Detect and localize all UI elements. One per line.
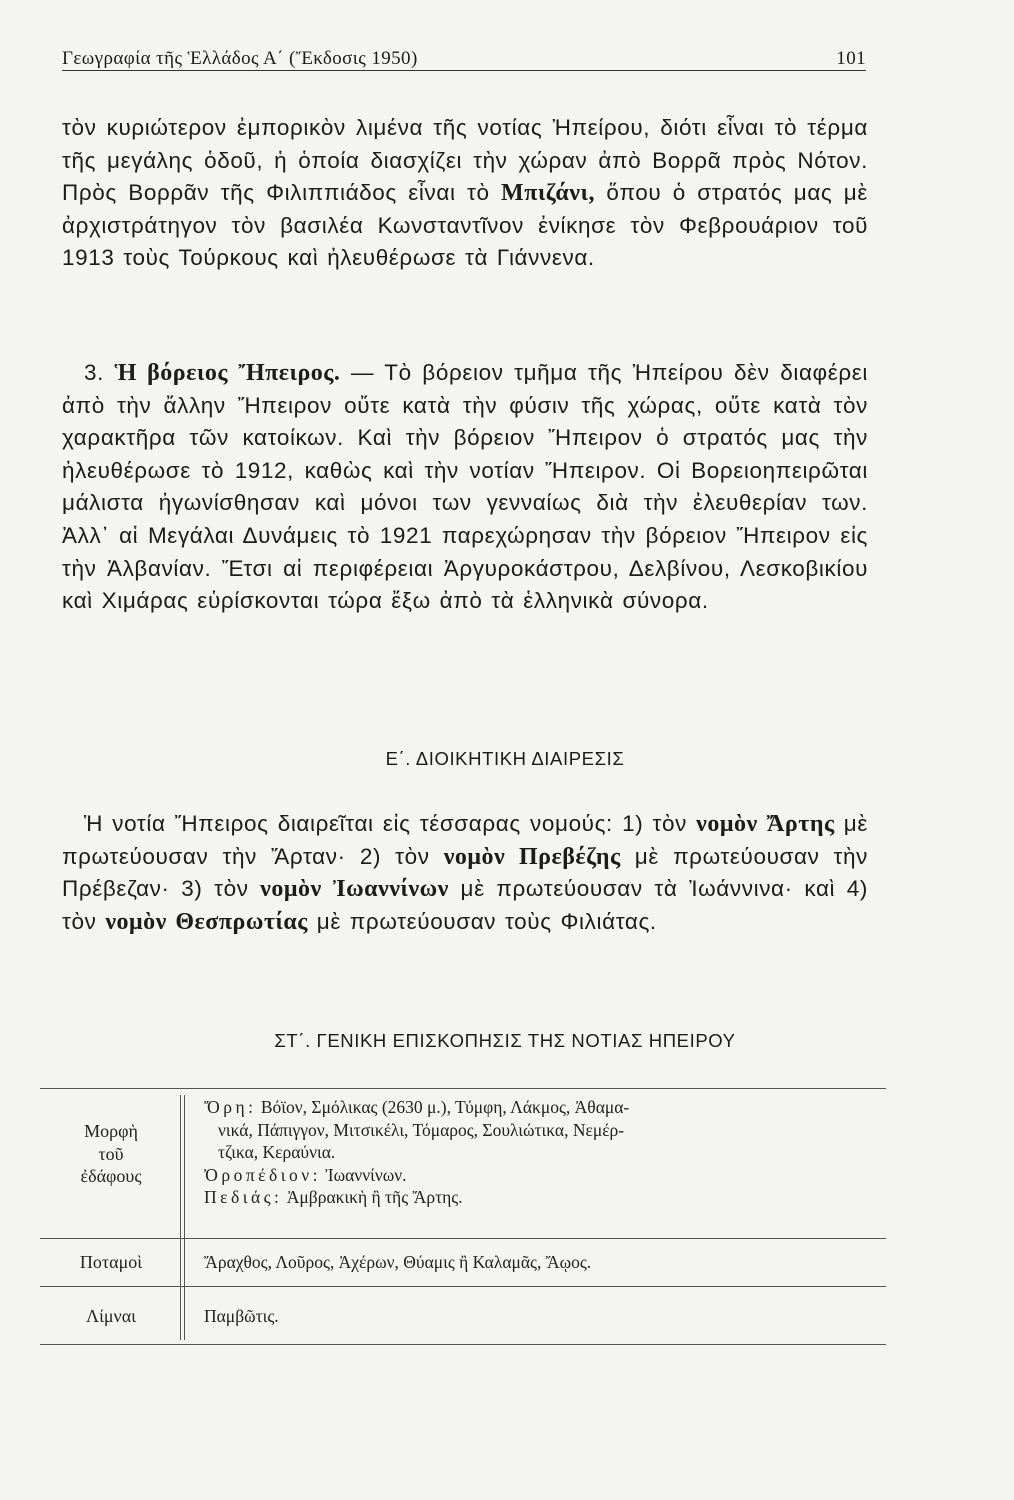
bold-term-arta: νομὸν Ἄρτης <box>696 811 835 837</box>
mountains-line <box>204 1096 874 1119</box>
label-line: τοῦ <box>98 1143 124 1164</box>
table-top-rule <box>40 1088 886 1089</box>
running-header <box>62 48 866 71</box>
paragraph-text: — Τὸ βόρειον τμῆμα τῆς Ἠπείρου δὲν διαφέρει ἀπὸ τὴν ἄλλην Ἤπειρον οὔτε κατὰ τὴν φύσιν τῆς χώρας, οὔτε κατὰ τὸν χαρακτῆρα τῶν κατοίκων. Καὶ τὴν βόρειον Ἤπειρον ὁ στρατός μας τὴν ἠλευθέρωσε τὸ 1912, καθὼς καὶ τὴν νοτίαν Ἤπειρον. Οἱ Βορειοηπειρῶται μάλιστα ἠγωνίσθησαν καὶ μόνοι των γενναίως διὰ τὴν ἐλευθερίαν των. Ἀλλ᾽ αἱ Μεγάλαι Δυνάμεις τὸ 1921 παρεχώρησαν τὴν βόρειον Ἤπειρον εἰς τὴν Ἀλβανίαν. Ἔτσι αἱ περιφέρειαι Ἀργυροκάστρου, Δελβίνου, Λεσκοβικίου καὶ Χιμάρας εὑρίσκονται τώρα ἔξω ἀπὸ τὰ ἑλληνικὰ σύνορα. <box>62 360 868 614</box>
section-title: Ἡ βόρειος Ἤπειρος. <box>114 360 341 386</box>
table-bottom-rule <box>40 1344 886 1345</box>
bold-term-thesprotia: νομὸν Θεσπρωτίας <box>105 908 308 935</box>
plain-value: Ἀμβρακικὴ ἢ τῆς Ἄρτης. <box>282 1187 463 1207</box>
rivers-value: Ἄραχθος, Λοῦρος, Ἀχέρων, Θύαμις ἢ Καλαμᾶς, Ἄῳος. <box>204 1252 592 1272</box>
paragraph-text: μὲ πρωτεύουσαν τὰ Ἰωάννινα· καὶ 4) τὸν <box>62 876 868 934</box>
paragraph-northern-epirus <box>62 357 868 618</box>
table-column-rule <box>180 1095 181 1340</box>
plateau-value: Ἰωαννίνων. <box>321 1164 407 1185</box>
heading-administrative-division: Ε΄. ΔΙΟΙΚΗΤΙΚΗ ΔΙΑΙΡΕΣΙΣ <box>385 748 625 769</box>
label-mountains: Ὄρη: <box>204 1097 257 1117</box>
label-line: ἐδάφους <box>80 1166 142 1186</box>
mountains-list: Βόϊον, Σμόλικας (2630 μ.), Τύμφη, Λάκμος, Ἀθαμα- <box>256 1097 630 1117</box>
paragraph-text: τὸν κυριώτερον ἐμπορικὸν λιμένα τῆς νοτίας Ἠπείρου, διότι εἶναι τὸ τέρμα τῆς μεγάλης ὁδοῦ, ἡ ὁποία διασχίζει τὴν χώραν ἀπὸ Βορρᾶ πρὸς Νότον. Πρὸς Βορρᾶν τῆς Φιλιππιάδος εἶναι τὸ <box>62 115 868 206</box>
plateau-line <box>204 1164 874 1187</box>
mountains-list: τζικα, Κεραύνια. <box>218 1142 336 1162</box>
paragraph-prefectures <box>62 808 868 938</box>
mountains-list: νικά, Πάπιγγον, Μιτσικέλι, Τόμαρος, Σουλιώτικα, Νεμέρ- <box>218 1119 625 1140</box>
label-plain: Πεδιάς: <box>204 1187 283 1207</box>
row-label-lakes: Λίμναι <box>86 1306 136 1326</box>
table-row-rule <box>40 1238 886 1239</box>
paragraph-text: μὲ πρωτεύουσαν τὴν Ἄρταν· 2) τὸν <box>62 811 868 869</box>
bold-term-bizani: Μπιζάνι, <box>501 180 595 207</box>
row-label-terrain <box>46 1120 176 1188</box>
label-plateau: Ὀροπέδιον: <box>204 1164 321 1185</box>
table-row-rule <box>40 1286 886 1287</box>
page-number: 101 <box>836 48 866 69</box>
heading-general-overview: ΣΤ΄. ΓΕΝΙΚΗ ΕΠΙΣΚΟΠΗΣΙΣ ΤΗΣ ΝΟΤΙΑΣ ΗΠΕΙΡΟΥ <box>274 1030 736 1051</box>
paragraph-text: Ἡ νοτία Ἤπειρος διαιρεῖται εἰς τέσσαρας νομούς: 1) τὸν <box>84 811 697 836</box>
label-line: Μορφὴ <box>84 1121 138 1141</box>
paragraph-text: ὅπου ὁ στρατός μας μὲ ἀρχιστράτηγον τὸν βασιλέα Κωνσταντῖνον ἐνίκησε τὸν Φεβρουάριον τοῦ 1913 τοὺς Τούρκους καὶ ἠλευθέρωσε τὰ Γιάννενα. <box>62 180 868 271</box>
paragraph-filippiada <box>62 112 868 275</box>
paragraph-text: μὲ πρωτεύουσαν τὴν Πρέβεζαν· 3) τὸν <box>62 843 868 902</box>
bold-term-ioannina: νομὸν Ἰωαννίνων <box>260 876 449 903</box>
lakes-value: Παμβῶτις. <box>204 1306 279 1326</box>
plain-line <box>204 1186 874 1209</box>
bold-term-preveza: νομὸν Πρεβέζης <box>443 843 621 870</box>
terrain-details <box>204 1096 874 1209</box>
header-title: Γεωγραφία τῆς Ἑλλάδος Α΄ (Ἔκδοσις 1950) <box>62 48 418 69</box>
section-number: 3. <box>84 360 104 385</box>
row-label-rivers: Ποταμοὶ <box>79 1252 143 1272</box>
paragraph-text: μὲ πρωτεύουσαν τοὺς Φιλιάτας. <box>307 908 657 934</box>
table-column-rule <box>184 1095 185 1340</box>
